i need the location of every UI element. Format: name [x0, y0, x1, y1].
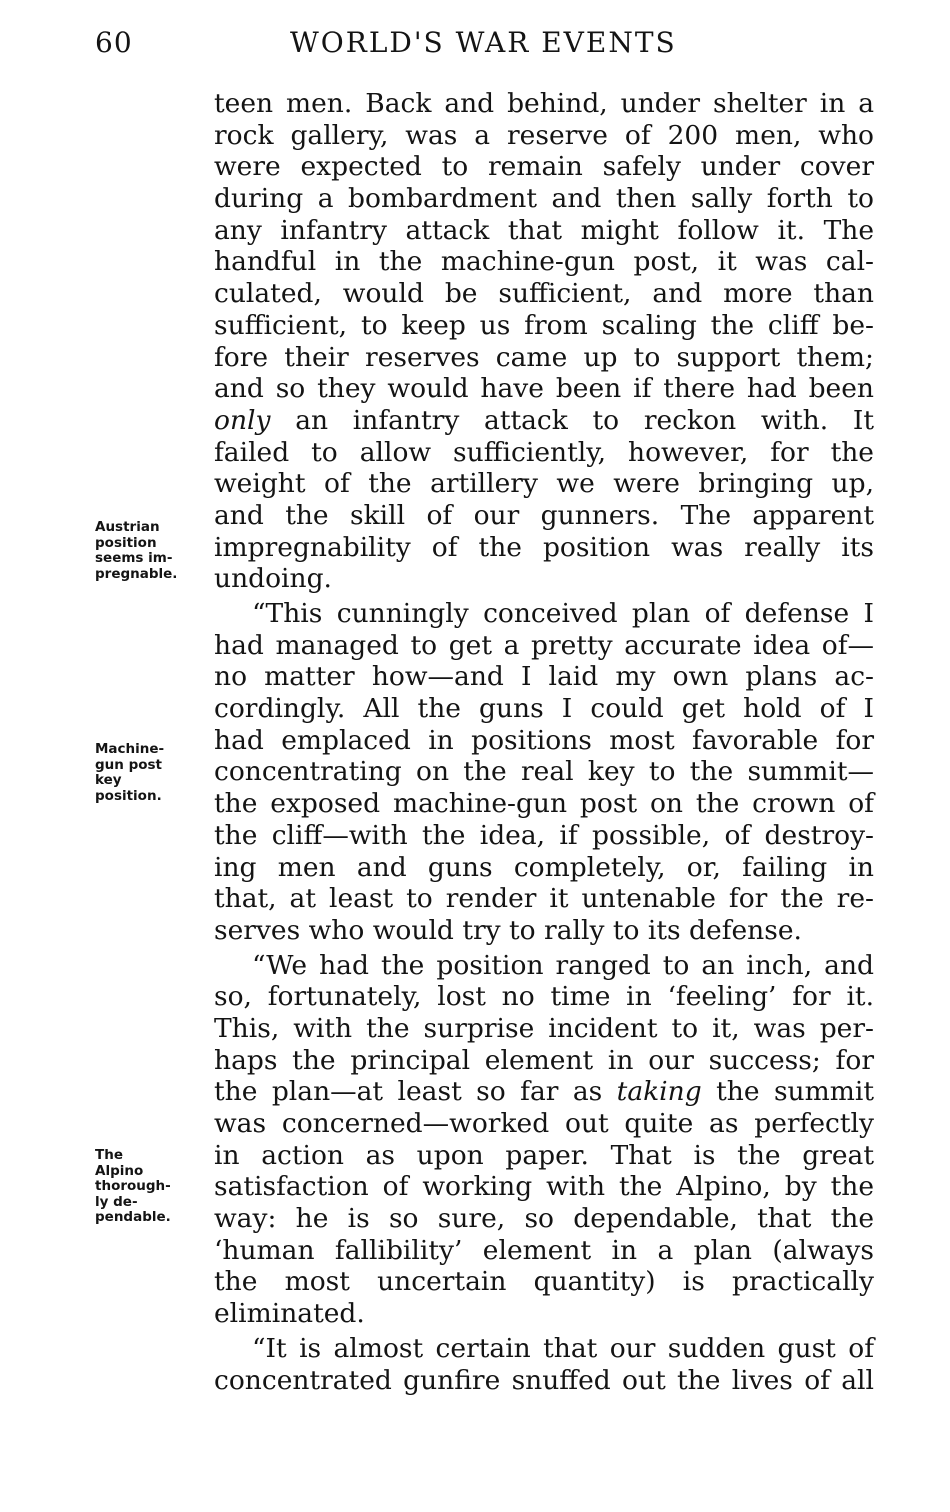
sidenote-line: pregnable. — [95, 565, 178, 582]
text-line: handful in the machine-gun post, it was cal- — [214, 246, 874, 278]
sidenote-line: Austrian — [95, 519, 160, 535]
text-line: ‘human fallibility’ element in a plan (always — [214, 1234, 874, 1266]
paragraph-start: “This cunningly conceived plan of defense I — [252, 598, 874, 629]
text-line: no matter how—and I laid my own plans ac- — [214, 661, 874, 693]
text-line: in action as upon paper. That is the great — [214, 1139, 874, 1171]
text-span: the plan—at least so far as — [214, 1076, 617, 1108]
sidenote-alpino-dependable — [95, 1148, 210, 1226]
text-span: an infantry attack to reckon with. It — [270, 404, 874, 436]
text-line: This, with the surprise incident to it, was per- — [214, 1012, 874, 1044]
text-line: and the skill of our gunners. The apparent — [214, 499, 874, 531]
text-line: weight of the artillery we were bringing up, — [214, 468, 874, 500]
text-line: concentrating on the real key to the summit— — [214, 756, 874, 788]
text-span: the summit — [701, 1076, 874, 1108]
text-line: haps the principal element in our success; for — [214, 1044, 874, 1076]
sidenote-line: position. — [95, 787, 162, 804]
paragraph-start: “It is almost certain that our sudden gust of — [252, 1332, 874, 1364]
sidenote-line: Alpino — [95, 1162, 144, 1179]
text-line: that, at least to render it untenable for the re- — [214, 883, 874, 915]
text-line: undoing. — [214, 563, 332, 595]
sidenote-line: pendable. — [95, 1209, 171, 1225]
body-text — [214, 88, 874, 1396]
emphasis: only — [214, 404, 271, 436]
text-line: so, fortunately, lost no time in ‘feeling’ for it. — [214, 981, 874, 1013]
sidenote-austrian-position — [95, 520, 210, 582]
page-number: 60 — [95, 26, 133, 59]
sidenote-line: key — [95, 772, 122, 788]
text-line: had managed to get a pretty accurate idea of— — [214, 629, 874, 661]
text-line: serves who would try to rally to its defense. — [214, 914, 802, 946]
text-line: way: he is so sure, so dependable, that the — [214, 1203, 874, 1235]
text-line: cordingly. All the guns I could get hold of I — [214, 693, 874, 725]
text-line: failed to allow sufficiently, however, for the — [214, 436, 874, 468]
text-line: the most uncertain quantity) is practically — [214, 1266, 874, 1298]
running-head: WORLD'S WAR EVENTS — [290, 26, 677, 59]
text-line: had emplaced in positions most favorable for — [214, 724, 874, 756]
text-line: and so they would have been if there had been — [214, 373, 874, 405]
sidenote-line: The — [95, 1147, 123, 1163]
text-line: the cliff—with the idea, if possible, of destroy- — [214, 819, 874, 851]
text-line: teen men. Back and behind, under shelter in a — [214, 88, 874, 119]
text-line-with-emphasis — [214, 1076, 874, 1108]
sidenote-line: thorough- — [95, 1178, 171, 1194]
paragraph-start: “We had the position ranged to an inch, and — [252, 949, 874, 981]
text-line: the exposed machine-gun post on the crown of — [214, 788, 874, 820]
text-line: were expected to remain safely under cover — [214, 151, 874, 183]
sidenote-line: seems im- — [95, 550, 173, 566]
text-line: any infantry attack that might follow it. The — [214, 214, 874, 246]
sidenote-line: ly de- — [95, 1193, 138, 1210]
text-line: rock gallery, was a reserve of 200 men, who — [214, 119, 874, 151]
text-line: ing men and guns completely, or, failing in — [214, 851, 874, 883]
sidenote-line: Machine- — [95, 741, 165, 757]
sidenote-line: gun post — [95, 756, 163, 773]
text-line-with-emphasis — [214, 405, 874, 437]
sidenote-line: position — [95, 534, 157, 551]
text-line: satisfaction of working with the Alpino, by the — [214, 1171, 874, 1203]
text-line: eliminated. — [214, 1298, 365, 1330]
sidenote-machine-gun-post — [95, 742, 210, 804]
text-line: during a bombardment and then sally forth to — [214, 183, 874, 215]
page-header — [95, 26, 875, 72]
text-line: was concerned—worked out quite as perfectly — [214, 1108, 874, 1139]
emphasis: taking — [616, 1076, 702, 1108]
text-line: concentrated gunfire snuffed out the lives of all — [214, 1364, 874, 1396]
text-line: fore their reserves came up to support them; — [214, 341, 874, 373]
text-line: culated, would be sufficient, and more than — [214, 278, 874, 310]
text-line: sufficient, to keep us from scaling the cliff be- — [214, 309, 874, 341]
text-line: impregnability of the position was really its — [214, 531, 874, 563]
